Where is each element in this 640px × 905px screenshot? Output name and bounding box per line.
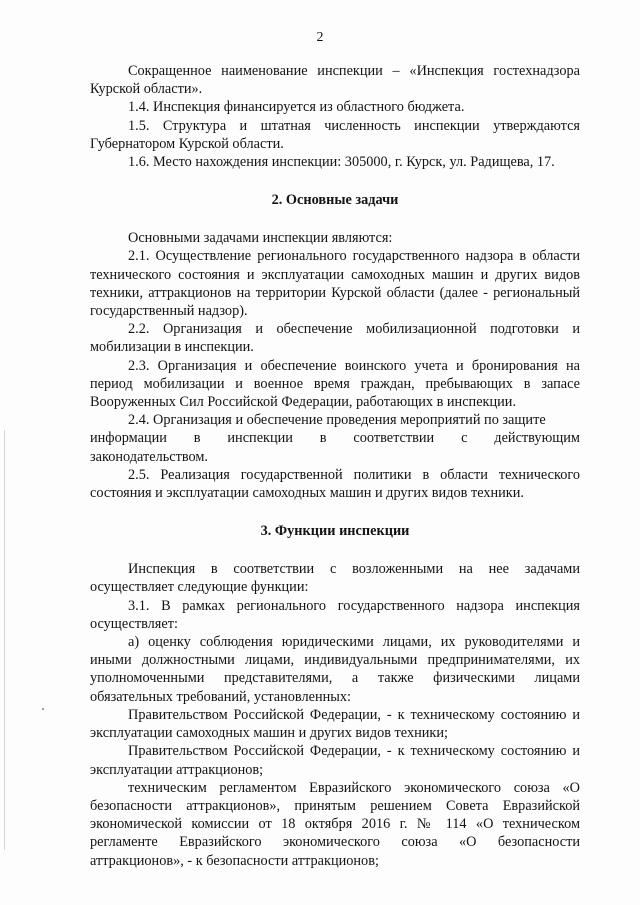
word: в [193, 430, 201, 447]
section-3-title: 3. Функции инспекции [260, 523, 410, 540]
word: действующим [494, 430, 580, 447]
section-2-lead: Основными задачами инспекции являются: [128, 230, 393, 247]
scan-edge-line [4, 430, 5, 850]
paragraph-short-name: Сокращенное наименование инспекции – «Инспекция гостехнадзора Курской области». [90, 63, 580, 98]
section-2-title: 2. Основные задачи [271, 192, 399, 209]
word: в [319, 430, 327, 447]
paragraph-1-6: 1.6. Место нахождения инспекции: 305000, г. Курск, ул. Радищева, 17. [128, 154, 555, 171]
government-requirement-1: Правительством Российской Федерации, - к техническому состоянию и эксплуатации самоходных машин и других видов техники; [90, 706, 580, 742]
page-number: 2 [316, 30, 324, 45]
word: с [461, 430, 468, 447]
paragraph-1-4: 1.4. Инспекция финансируется из областного бюджета. [128, 99, 465, 116]
word: соответствии [353, 430, 435, 447]
section-3-lead: Инспекция в соответствии с возложенными на нее задачами осуществляет следующие функции: [90, 561, 580, 596]
paragraph-2-4-line2 [90, 429, 580, 447]
word: инспекции [227, 430, 293, 447]
paragraph-1-5: 1.5. Структура и штатная численность инспекции утверждаются Губернатором Курской области. [90, 117, 580, 152]
paragraph-2-4-line3: законодательством. [90, 448, 208, 465]
item-a: а) оценку соблюдения юридическими лицами, их руководителями и иными должностными лицами, индивидуальными предпринимателями, их уполномоченными представителями, а также физическими лицами обязательных требований, установленных: [90, 634, 580, 705]
paragraph-2-5: 2.5. Реализация государственной политики в области технического состояния и эксплуатации самоходных машин и других видов техники. [90, 466, 580, 502]
paragraph-2-4-line1: 2.4. Организация и обеспечение проведения мероприятий по защите [128, 412, 546, 429]
paragraph-3-1: 3.1. В рамках регионального государственного надзора инспекция осуществляет: [90, 597, 580, 632]
paragraph-2-1: 2.1. Осуществление регионального государственного надзора в области технического состояния и эксплуатации самоходных машин и других видов техники, аттракционов на территории Курской области (далее - региональный государственный надзор). [90, 248, 580, 320]
scan-speck [42, 708, 44, 710]
paragraph-2-3: 2.3. Организация и обеспечение воинского учета и бронирования на период мобилизации и военное время граждан, пребывающих в запасе Вооруженных Сил Российской Федерации, работающих в инспекции. [90, 357, 580, 411]
document-body [90, 62, 580, 870]
technical-regulation: техническим регламентом Евразийского экономического союза «О безопасности аттракционов», принятым решением Совета Евразийской экономической комиссии от 18 октября 2016 г. № 114 «О техническом регламенте Евразийского экономического союза «О безопасности аттракционов», - к безопасности аттракционов; [90, 779, 580, 869]
government-requirement-2: Правительством Российской Федерации, - к техническому состоянию и эксплуатации аттракционов; [90, 743, 580, 778]
paragraph-2-2: 2.2. Организация и обеспечение мобилизационной подготовки и мобилизации в инспекции. [90, 321, 580, 356]
word: информации [90, 430, 167, 447]
